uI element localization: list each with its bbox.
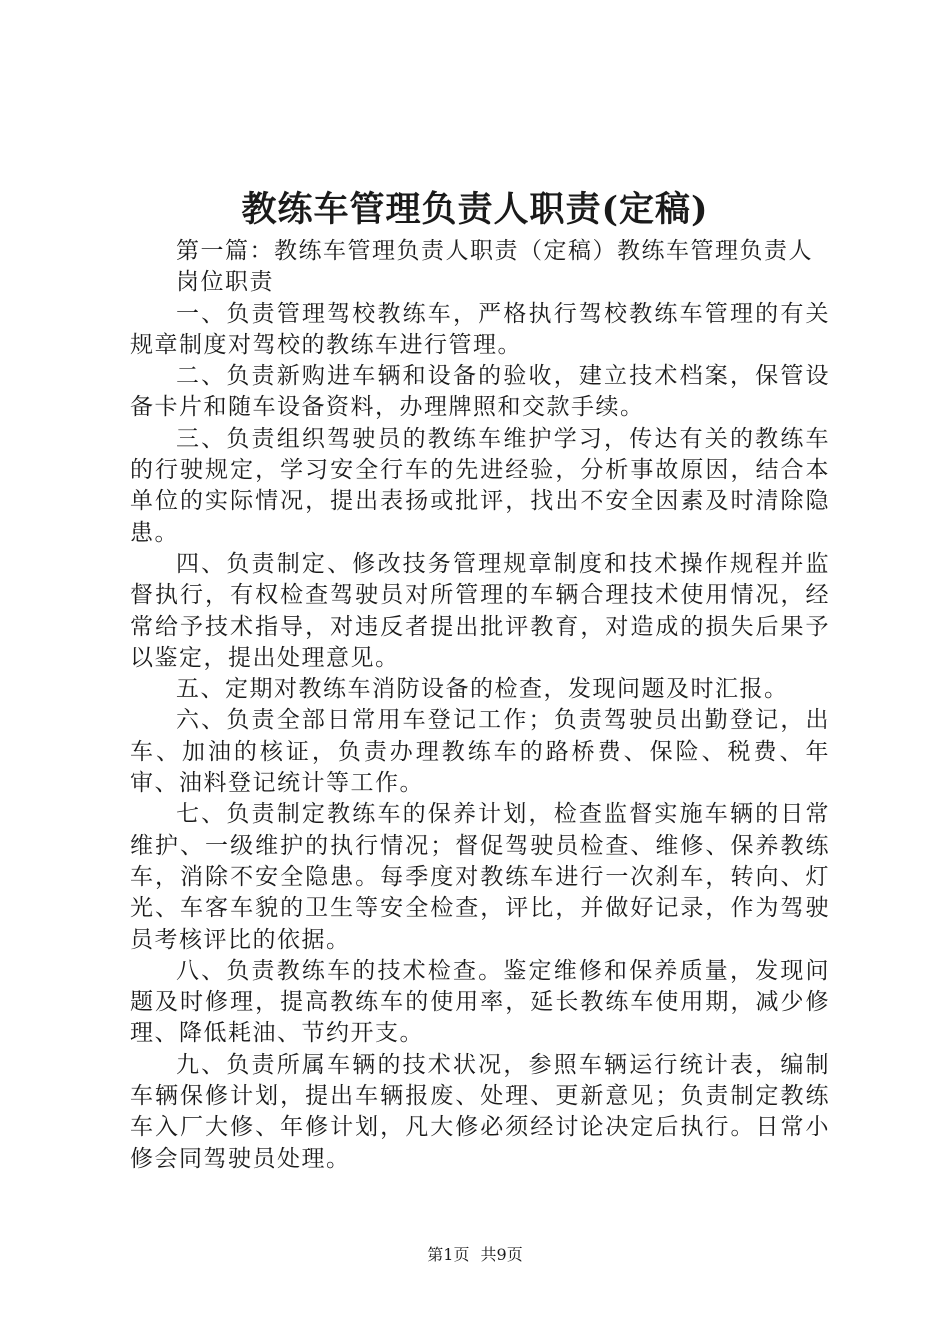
page-number: 第1页 [427, 1245, 470, 1264]
paragraph-item-8: 八、负责教练车的技术检查。鉴定维修和保养质量，发现问题及时修理，提高教练车的使用率，延长教练车使用期，减少修理、降低耗油、节约开支。 [130, 957, 830, 1047]
paragraph-item-2: 二、负责新购进车辆和设备的验收，建立技术档案，保管设备卡片和随车设备资料，办理牌照和交款手续。 [130, 363, 830, 421]
paragraph-item-1: 一、负责管理驾校教练车，严格执行驾校教练车管理的有关规章制度对驾校的教练车进行管理。 [130, 300, 830, 358]
paragraph-item-5: 五、定期对教练车消防设备的检查，发现问题及时汇报。 [176, 676, 789, 703]
paragraph-heading: 第一篇：教练车管理负责人职责（定稿）教练车管理负责人 [176, 238, 813, 264]
paragraph-item-9: 九、负责所属车辆的技术状况，参照车辆运行统计表，编制车辆保修计划，提出车辆报废、处理、更新意见；负责制定教练车入厂大修、年修计划，凡大修必须经讨论决定后执行。日常小修会同驾驶员处理。 [130, 1051, 830, 1172]
document-body [130, 236, 830, 1175]
paragraph-item-7: 七、负责制定教练车的保养计划，检查监督实施车辆的日常维护、一级维护的执行情况；督促驾驶员检查、维修、保养教练车，消除不安全隐患。每季度对教练车进行一次刹车，转向、灯光、车客车貌的卫生等安全检查，评比，并做好记录，作为驾驶员考核评比的依据。 [130, 801, 830, 953]
paragraph-item-4: 四、负责制定、修改技务管理规章制度和技术操作规程并监督执行，有权检查驾驶员对所管理的车辆合理技术使用情况，经常给予技术指导，对违反者提出批评教育，对造成的损失后果予以鉴定，提出处理意见。 [130, 550, 830, 671]
paragraph-item-6: 六、负责全部日常用车登记工作；负责驾驶员出勤登记，出车、加油的核证，负责办理教练车的路桥费、保险、税费、年审、油料登记统计等工作。 [130, 707, 830, 797]
paragraph-subheading: 岗位职责 [176, 269, 274, 296]
page-total: 共9页 [480, 1245, 523, 1264]
page-footer [0, 1243, 950, 1267]
paragraph-item-3: 三、负责组织驾驶员的教练车维护学习，传达有关的教练车的行驶规定，学习安全行车的先进经验，分析事故原因，结合本单位的实际情况，提出表扬或批评，找出不安全因素及时清除隐患。 [130, 425, 830, 546]
document-title: 教练车管理负责人职责(定稿) [241, 189, 709, 230]
